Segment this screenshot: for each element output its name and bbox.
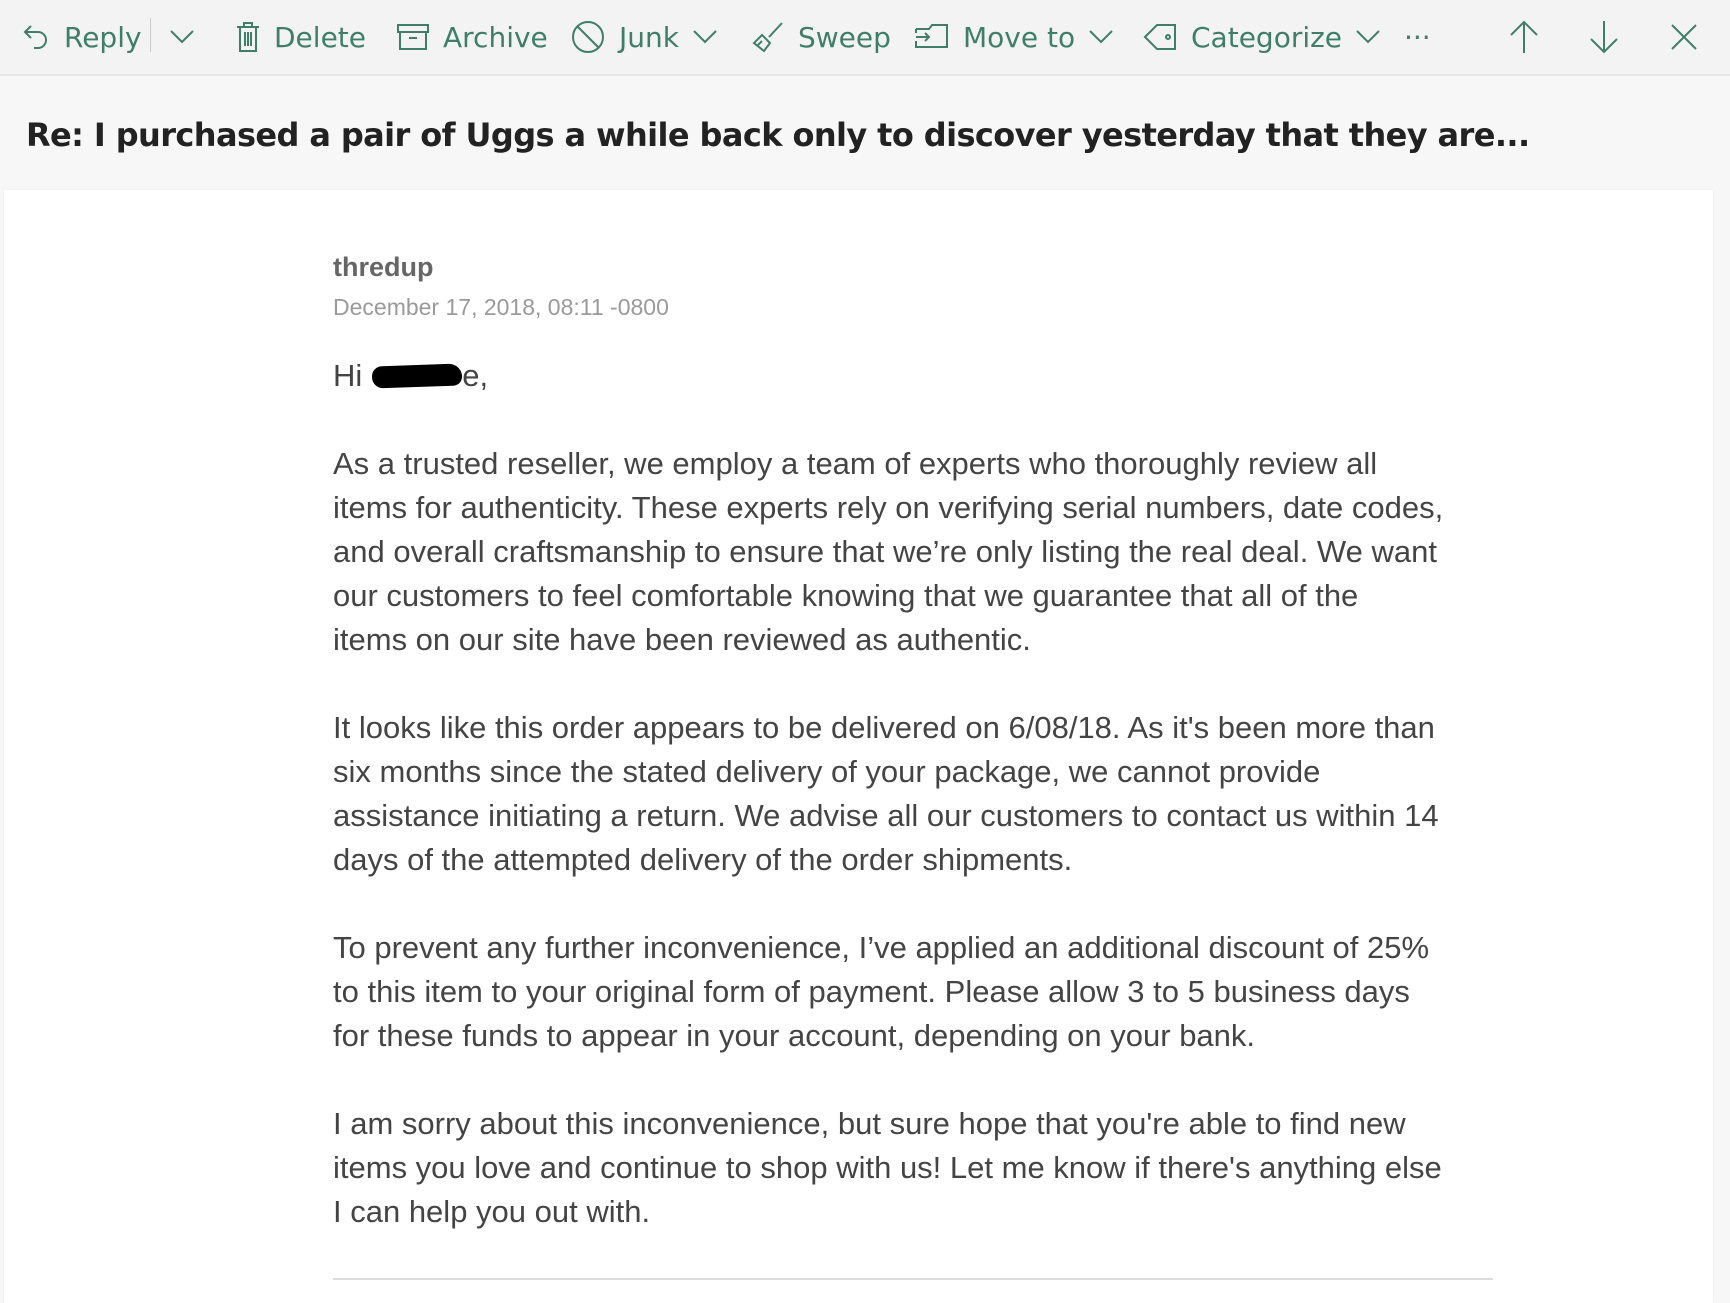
next-message-button[interactable] [1588,0,1620,74]
archive-button[interactable] [397,0,548,74]
greeting-prefix: Hi [333,358,363,393]
body-line: and overall craftsmanship to ensure that we’re only listing the real deal. We want [333,534,1437,569]
close-icon [1670,23,1698,51]
body-line: It looks like this order appears to be delivered on 6/08/18. As it's been more than [333,710,1435,745]
arrow-up-icon [1508,20,1540,54]
categorize-button[interactable] [1143,0,1380,74]
body-line: I am sorry about this inconvenience, but sure hope that you're able to find new [333,1106,1406,1141]
greeting-suffix: e, [462,358,489,393]
move-to-button[interactable] [915,0,1113,74]
body-paragraph [333,442,1513,662]
body-line: I can help you out with. [333,1194,651,1229]
chevron-down-icon[interactable] [693,30,717,44]
chevron-down-icon [170,30,194,44]
reply-button[interactable] [22,0,142,74]
trash-icon [236,21,260,53]
junk-button[interactable] [571,0,717,74]
body-line: days of the attempted delivery of the order shipments. [333,842,1073,877]
archive-icon [397,23,429,51]
sweep-button[interactable] [752,0,891,74]
body-line: for these funds to appear in your account, depending on your bank. [333,1018,1256,1053]
arrow-down-icon [1588,20,1620,54]
reply-options-dropdown[interactable] [170,0,194,74]
body-line: to this item to your original form of payment. Please allow 3 to 5 business days [333,974,1410,1009]
divider [150,18,151,52]
body-paragraph [333,926,1513,1058]
move-icon [915,23,949,51]
archive-label: Archive [443,20,548,54]
sweep-label: Sweep [798,20,891,54]
body-line: To prevent any further inconvenience, I’ve applied an additional discount of 25% [333,930,1430,965]
body-line: As a trusted reseller, we employ a team of experts who thoroughly review all [333,446,1378,481]
message-body-text [333,442,1513,1278]
redacted-name [372,363,463,388]
chevron-down-icon[interactable] [1089,30,1113,44]
message-subject: Re: I purchased a pair of Uggs a while back only to discover yesterday that they are... [26,116,1530,154]
reply-label: Reply [64,20,142,54]
move-to-label: Move to [963,20,1076,54]
body-line: items for authenticity. These experts rely on verifying serial numbers, date codes, [333,490,1444,525]
broom-icon [752,21,784,53]
previous-message-button[interactable] [1508,0,1540,74]
block-icon [571,20,605,54]
delete-label: Delete [274,20,366,54]
toolbar [0,0,1730,76]
tag-icon [1143,23,1177,51]
close-button[interactable] [1670,0,1698,74]
body-paragraph [333,1102,1513,1234]
reply-icon [22,22,50,52]
body-paragraph [333,706,1513,882]
body-line: six months since the stated delivery of your package, we cannot provide [333,754,1321,789]
sender-name: thredup [333,252,434,282]
categorize-label: Categorize [1191,20,1343,54]
message-body-card [4,190,1713,1303]
junk-label: Junk [619,20,679,54]
greeting [333,358,488,394]
body-line: our customers to feel comfortable knowing that we guarantee that all of the [333,578,1359,613]
body-line: items you love and continue to shop with us! Let me know if there's anything else [333,1150,1442,1185]
divider [333,1278,1493,1280]
delete-button[interactable] [236,0,366,74]
message-date: December 17, 2018, 08:11 -0800 [333,294,669,320]
more-label: ··· [1404,20,1431,54]
more-options-button[interactable] [1404,0,1431,74]
body-line: assistance initiating a return. We advise all our customers to contact us within 14 [333,798,1439,833]
chevron-down-icon[interactable] [1356,30,1380,44]
body-line: items on our site have been reviewed as authentic. [333,622,1031,657]
